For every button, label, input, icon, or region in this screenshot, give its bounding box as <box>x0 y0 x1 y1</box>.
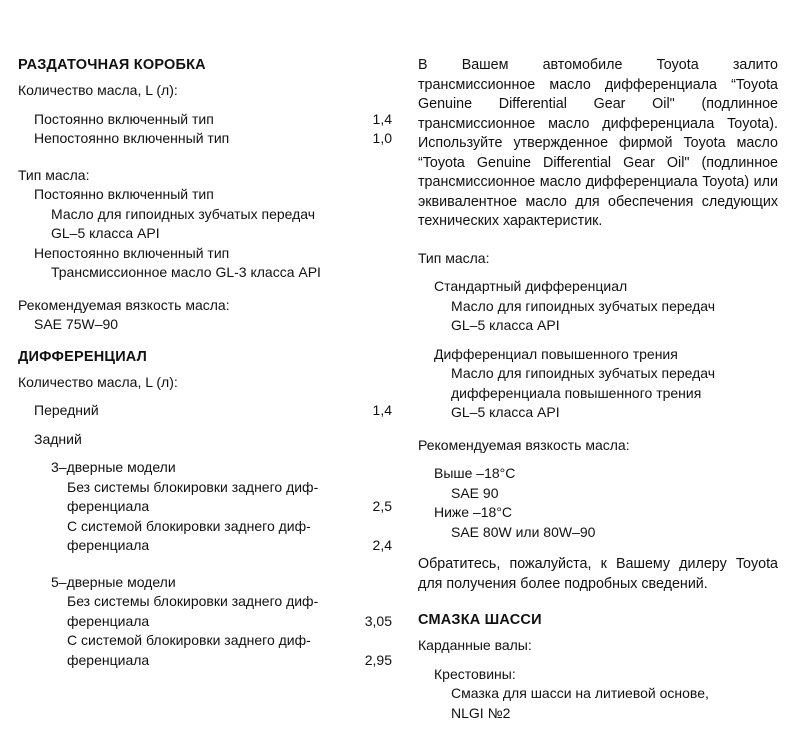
item-line: Без системы блокировки заднего диф- <box>67 593 319 609</box>
transfer-case-oil-type-label: Тип масла: <box>18 166 90 183</box>
section-heading-differential: ДИФФЕРЕНЦИАЛ <box>18 348 148 365</box>
spacer <box>18 101 392 110</box>
item-line: ференциала <box>67 612 150 629</box>
spacer <box>18 421 392 430</box>
driveshafts-label: Карданные валы: <box>418 637 532 653</box>
spacer <box>418 455 778 464</box>
section-heading-transfer-case: РАЗДАТОЧНАЯ КОРОБКА <box>18 57 206 73</box>
spacer <box>418 232 778 249</box>
spacer <box>18 283 392 296</box>
oil-type-title: Непостоянно включенный тип <box>34 244 230 261</box>
spacer <box>18 556 392 573</box>
rear-diff-item <box>67 517 392 556</box>
spacer <box>418 594 778 611</box>
oil-type-line: Трансмиссионное масло GL-3 класса API <box>51 264 321 280</box>
spacer <box>18 149 392 166</box>
grease-line: Смазка для шасси на литиевой основе, <box>451 685 709 701</box>
differential-capacity-label: Количество масла, L (л): <box>18 373 178 390</box>
spacer <box>418 542 778 555</box>
oil-type-title: Дифференциал повышенного трения <box>434 345 678 362</box>
oil-type-line: Масло для гипоидных зубчатых передач <box>51 205 316 222</box>
transfer-case-viscosity-value: SAE 75W–90 <box>34 316 119 332</box>
transfer-case-viscosity-label: Рекомендуемая вязкость масла: <box>18 296 230 313</box>
item-line: ференциала <box>67 498 150 514</box>
differential-oil-type-label: Тип масла: <box>418 249 490 266</box>
transfer-case-capacity-row <box>34 129 392 149</box>
row-label: Непостоянно включенный тип <box>34 130 230 146</box>
universal-joints-label: Крестовины: <box>434 665 516 682</box>
spacer <box>18 449 392 458</box>
rear-diff-item <box>67 478 392 517</box>
transfer-case-capacity-row <box>34 110 392 130</box>
item-line: ференциала <box>67 537 150 553</box>
viscosity-condition: Выше –18°C <box>434 465 516 481</box>
item-line: С системой блокировки заднего диф- <box>67 517 311 534</box>
spacer <box>418 423 778 436</box>
section-heading-chassis-lubrication: СМАЗКА ШАССИ <box>418 612 542 628</box>
differential-oil-intro-paragraph: В Вашем автомобиле Toyota залито трансмиссионное масло дифференциала “Toyota Genuine Differential Gear Oil" (подлинное трансмиссионное масло дифференциала Toyota). Используйте утвержденное фирмой Toyota масло “Toyota Genuine Differential Gear Oil" (подлинное трансмиссионное масло дифференциала Toyota) или эквивалентное масло для обеспечения следующих технических характеристик. <box>418 57 778 229</box>
item-line: Без системы блокировки заднего диф- <box>67 478 319 495</box>
oil-type-title: Постоянно включенный тип <box>34 186 214 202</box>
oil-type-line: дифференциала повышенного трения <box>451 384 702 401</box>
item-line: С системой блокировки заднего диф- <box>67 632 311 648</box>
viscosity-value: SAE 90 <box>451 484 499 501</box>
rear-diff-item <box>67 592 392 631</box>
row-label: Передний <box>34 402 99 418</box>
oil-type-line: GL–5 класса API <box>451 317 560 333</box>
item-value: 3,05 <box>364 612 392 629</box>
oil-type-line: Масло для гипоидных зубчатых передач <box>451 297 716 314</box>
rear-group-title: 5–дверные модели <box>51 573 176 590</box>
differential-viscosity-label: Рекомендуемая вязкость масла: <box>418 436 630 453</box>
viscosity-condition: Ниже –18°C <box>434 504 513 520</box>
two-column-layout <box>18 56 778 723</box>
transfer-case-capacity-label: Количество масла, L (л): <box>18 82 178 98</box>
row-value: 1,4 <box>372 402 392 418</box>
viscosity-value: SAE 80W или 80W–90 <box>451 523 596 540</box>
right-column <box>396 56 778 723</box>
item-value: 2,95 <box>364 651 392 668</box>
row-value: 1,0 <box>372 130 392 146</box>
rear-diff-item <box>67 631 392 670</box>
item-value: 2,5 <box>372 498 392 514</box>
spacer <box>18 392 392 401</box>
spacer <box>418 268 778 277</box>
oil-type-line: Масло для гипоидных зубчатых передач <box>451 365 716 381</box>
dealer-note-paragraph: Обратитесь, пожалуйста, к Вашему дилеру Toyota для получения более подробных сведений. <box>418 556 778 592</box>
item-line: ференциала <box>67 651 150 668</box>
differential-front-row <box>34 401 392 421</box>
item-value: 2,4 <box>372 537 392 553</box>
oil-type-title: Стандартный дифференциал <box>434 278 628 294</box>
spacer <box>418 656 778 665</box>
oil-type-line: GL–5 класса API <box>451 404 560 420</box>
spacer <box>18 335 392 348</box>
left-column <box>18 56 396 670</box>
grease-line: NLGI №2 <box>451 704 511 721</box>
rear-group-title: 3–дверные модели <box>51 459 176 475</box>
row-value: 1,4 <box>372 110 392 127</box>
oil-type-line: GL–5 класса API <box>51 225 160 241</box>
differential-rear-label: Задний <box>34 430 82 447</box>
spacer <box>418 336 778 345</box>
row-label: Постоянно включенный тип <box>34 110 214 127</box>
